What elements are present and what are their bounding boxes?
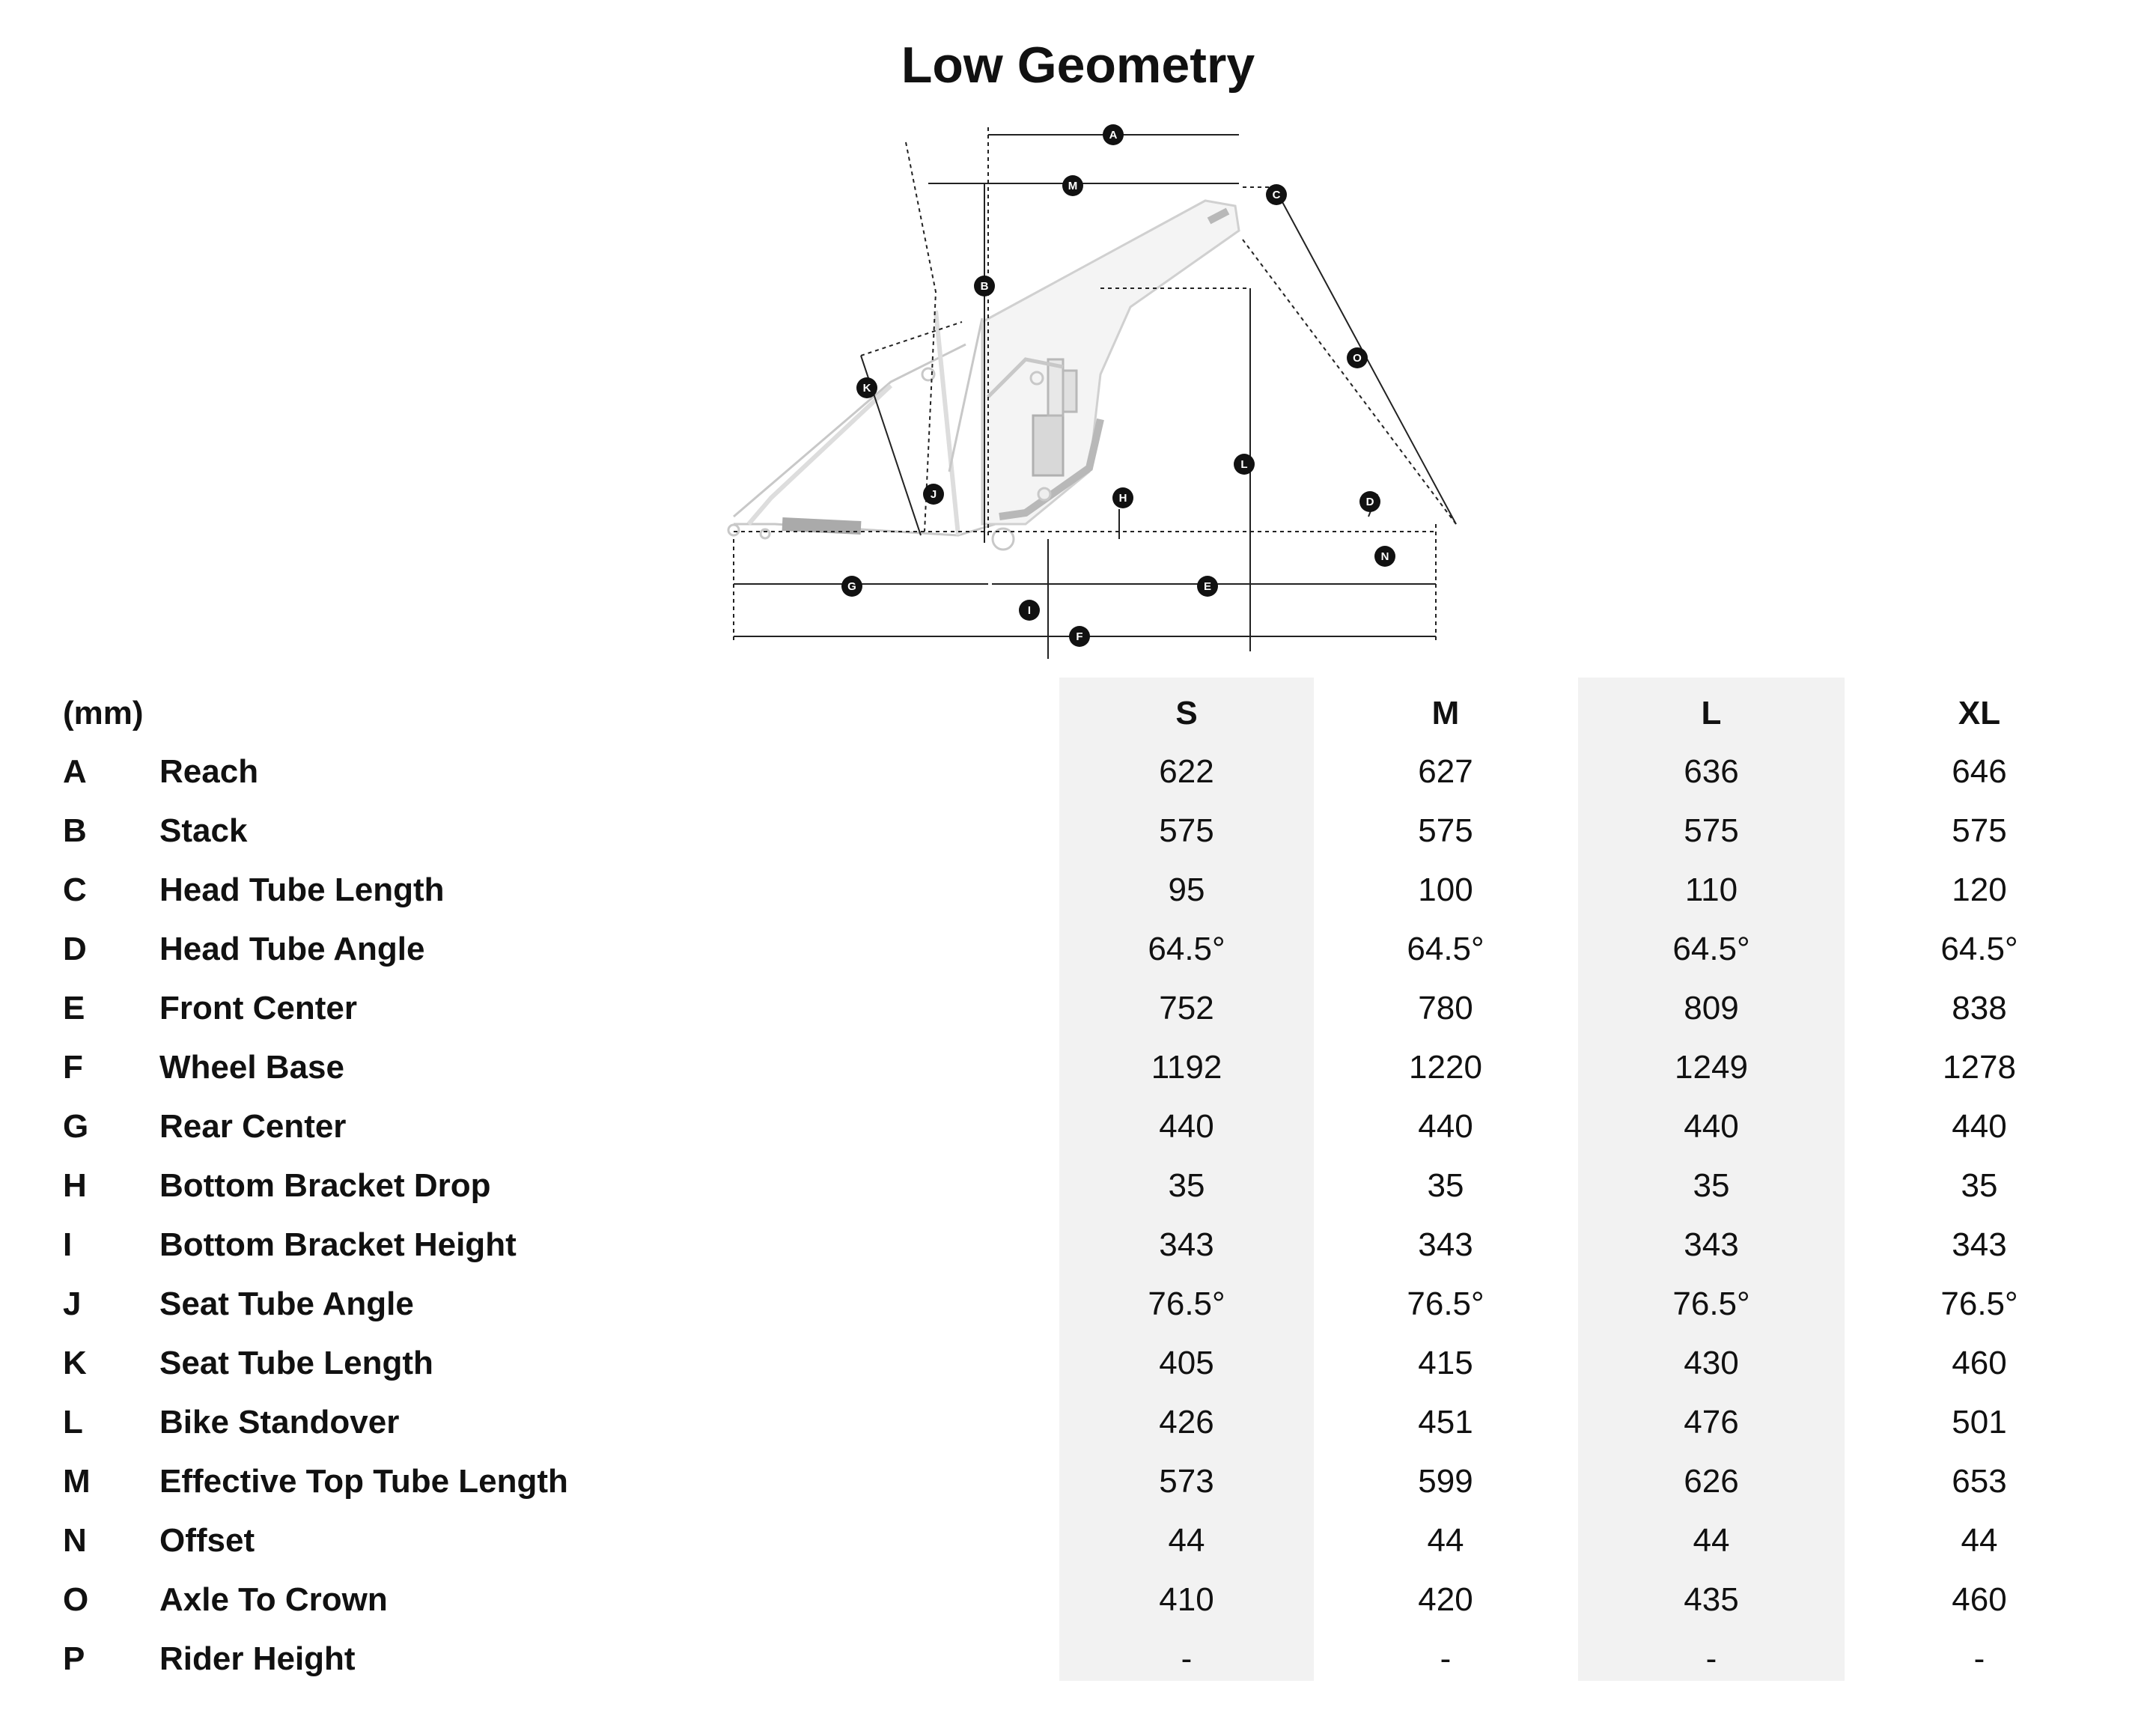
table-row [0,1404,2156,1463]
svg-text:K: K [862,382,871,395]
svg-text:G: G [847,580,856,593]
row-name: Rider Height [159,1640,356,1677]
value-xl: 120 [1952,871,2007,908]
row-letter: M [63,1463,91,1500]
value-xl: 76.5° [1940,1286,2018,1322]
value-l: 575 [1684,812,1739,849]
value-xl: 343 [1952,1226,2007,1263]
svg-text:I: I [1027,604,1032,617]
value-m: 420 [1418,1581,1473,1618]
value-l: 343 [1684,1226,1739,1263]
value-l: 1249 [1675,1049,1748,1086]
value-s: 410 [1159,1581,1214,1618]
value-s: - [1181,1640,1193,1677]
value-xl: - [1973,1640,1985,1677]
dimension-label-f [1069,626,1090,647]
dimension-label-h [1112,487,1133,508]
row-letter: I [63,1226,73,1263]
row-name: Rear Center [159,1108,347,1145]
table-row [0,1286,2156,1345]
value-l: 64.5° [1672,931,1750,967]
value-s: 426 [1159,1404,1214,1440]
row-letter: C [63,871,87,908]
value-xl: 501 [1952,1404,2007,1440]
value-xl: 35 [1961,1167,1998,1204]
row-letter: K [63,1345,87,1381]
value-s: 575 [1159,812,1214,849]
row-name: Bottom Bracket Height [159,1226,517,1263]
value-m: 627 [1418,753,1473,790]
row-letter: J [63,1286,82,1322]
value-s: 35 [1168,1167,1205,1204]
svg-text:L: L [1240,458,1248,471]
value-s: 752 [1159,990,1214,1026]
row-letter: F [63,1049,83,1086]
size-header-s: S [1175,695,1198,731]
value-xl: 646 [1952,753,2007,790]
svg-text:H: H [1118,492,1127,505]
row-name: Head Tube Angle [159,931,425,967]
value-l: 35 [1693,1167,1730,1204]
value-m: 575 [1418,812,1473,849]
svg-text:M: M [1068,180,1078,192]
value-l: 430 [1684,1345,1739,1381]
row-letter: H [63,1167,87,1204]
row-name: Seat Tube Length [159,1345,433,1381]
dimension-label-b [974,276,995,296]
geometry-diagram [711,120,1475,659]
table-row [0,931,2156,990]
dimension-label-i [1019,600,1040,621]
value-s: 95 [1168,871,1205,908]
dimension-label-k [856,377,877,398]
value-m: 1220 [1409,1049,1482,1086]
page-title: Low Geometry [901,37,1255,94]
table-row [0,1463,2156,1522]
dimension-label-a [1103,124,1124,145]
value-m: 76.5° [1407,1286,1484,1322]
value-xl: 653 [1952,1463,2007,1500]
value-m: 780 [1418,990,1473,1026]
value-xl: 460 [1952,1581,2007,1618]
unit-label: (mm) [63,695,144,731]
table-row [0,1522,2156,1581]
value-xl: 838 [1952,990,2007,1026]
size-header-xl: XL [1958,695,2001,731]
value-xl: 44 [1961,1522,1998,1559]
table-row [0,812,2156,871]
row-letter: P [63,1640,85,1677]
svg-text:O: O [1353,352,1362,365]
table-row [0,753,2156,812]
value-l: 435 [1684,1581,1739,1618]
row-name: Seat Tube Angle [159,1286,414,1322]
dimension-label-e [1197,576,1218,597]
row-letter: L [63,1404,83,1440]
row-name: Wheel Base [159,1049,344,1086]
value-l: 636 [1684,753,1739,790]
table-row [0,990,2156,1049]
row-letter: A [63,753,87,790]
value-xl: 1278 [1943,1049,2016,1086]
value-m: 44 [1427,1522,1464,1559]
dimension-label-n [1374,546,1395,567]
value-xl: 440 [1952,1108,2007,1145]
dimension-label-l [1234,454,1255,475]
row-name: Stack [159,812,248,849]
row-letter: B [63,812,87,849]
dimension-label-g [841,576,862,597]
svg-text:E: E [1203,580,1212,593]
value-m: 599 [1418,1463,1473,1500]
row-letter: N [63,1522,87,1559]
dimension-label-c [1266,184,1287,205]
row-letter: G [63,1108,89,1145]
value-l: 809 [1684,990,1739,1026]
value-s: 343 [1159,1226,1214,1263]
row-letter: O [63,1581,89,1618]
value-l: 476 [1684,1404,1739,1440]
size-header-l: L [1701,695,1722,731]
table-row [0,1049,2156,1108]
table-row [0,1226,2156,1286]
table-row [0,1108,2156,1167]
size-header-m: M [1431,695,1460,731]
value-l: 110 [1684,871,1738,908]
row-name: Bottom Bracket Drop [159,1167,491,1204]
value-xl: 575 [1952,812,2007,849]
row-letter: E [63,990,85,1026]
value-m: 35 [1427,1167,1464,1204]
value-s: 1192 [1151,1049,1222,1086]
svg-text:C: C [1272,189,1281,201]
value-m: 343 [1418,1226,1473,1263]
row-name: Bike Standover [159,1404,400,1440]
value-m: 64.5° [1407,931,1484,967]
row-name: Reach [159,753,259,790]
row-name: Offset [159,1522,255,1559]
svg-text:N: N [1380,550,1389,563]
value-s: 64.5° [1148,931,1225,967]
value-s: 440 [1159,1108,1214,1145]
value-m: - [1440,1640,1452,1677]
value-l: 440 [1684,1108,1739,1145]
table-row [0,1640,2156,1700]
svg-text:B: B [980,280,989,293]
value-s: 622 [1159,753,1214,790]
value-s: 405 [1159,1345,1214,1381]
row-letter: D [63,931,87,967]
dimension-label-d [1359,491,1380,512]
svg-text:J: J [930,488,937,501]
value-s: 76.5° [1148,1286,1225,1322]
table-row [0,1581,2156,1640]
svg-text:A: A [1109,129,1118,142]
dimension-label-o [1347,347,1368,368]
dimension-labels [841,124,1395,647]
svg-text:D: D [1365,496,1374,508]
value-m: 440 [1418,1108,1473,1145]
svg-text:F: F [1076,630,1083,643]
row-name: Front Center [159,990,357,1026]
row-name: Axle To Crown [159,1581,388,1618]
value-s: 44 [1168,1522,1205,1559]
value-l: - [1705,1640,1717,1677]
value-xl: 460 [1952,1345,2007,1381]
row-name: Head Tube Length [159,871,445,908]
value-l: 44 [1693,1522,1730,1559]
value-xl: 64.5° [1940,931,2018,967]
value-m: 451 [1418,1404,1473,1440]
dimension-label-m [1062,175,1083,196]
dimension-label-j [923,484,944,505]
value-m: 100 [1418,871,1473,908]
value-s: 573 [1159,1463,1214,1500]
row-name: Effective Top Tube Length [159,1463,568,1500]
value-m: 415 [1418,1345,1473,1381]
table-row [0,1345,2156,1404]
table-row [0,871,2156,931]
table-row [0,1167,2156,1226]
value-l: 626 [1684,1463,1739,1500]
value-l: 76.5° [1672,1286,1750,1322]
